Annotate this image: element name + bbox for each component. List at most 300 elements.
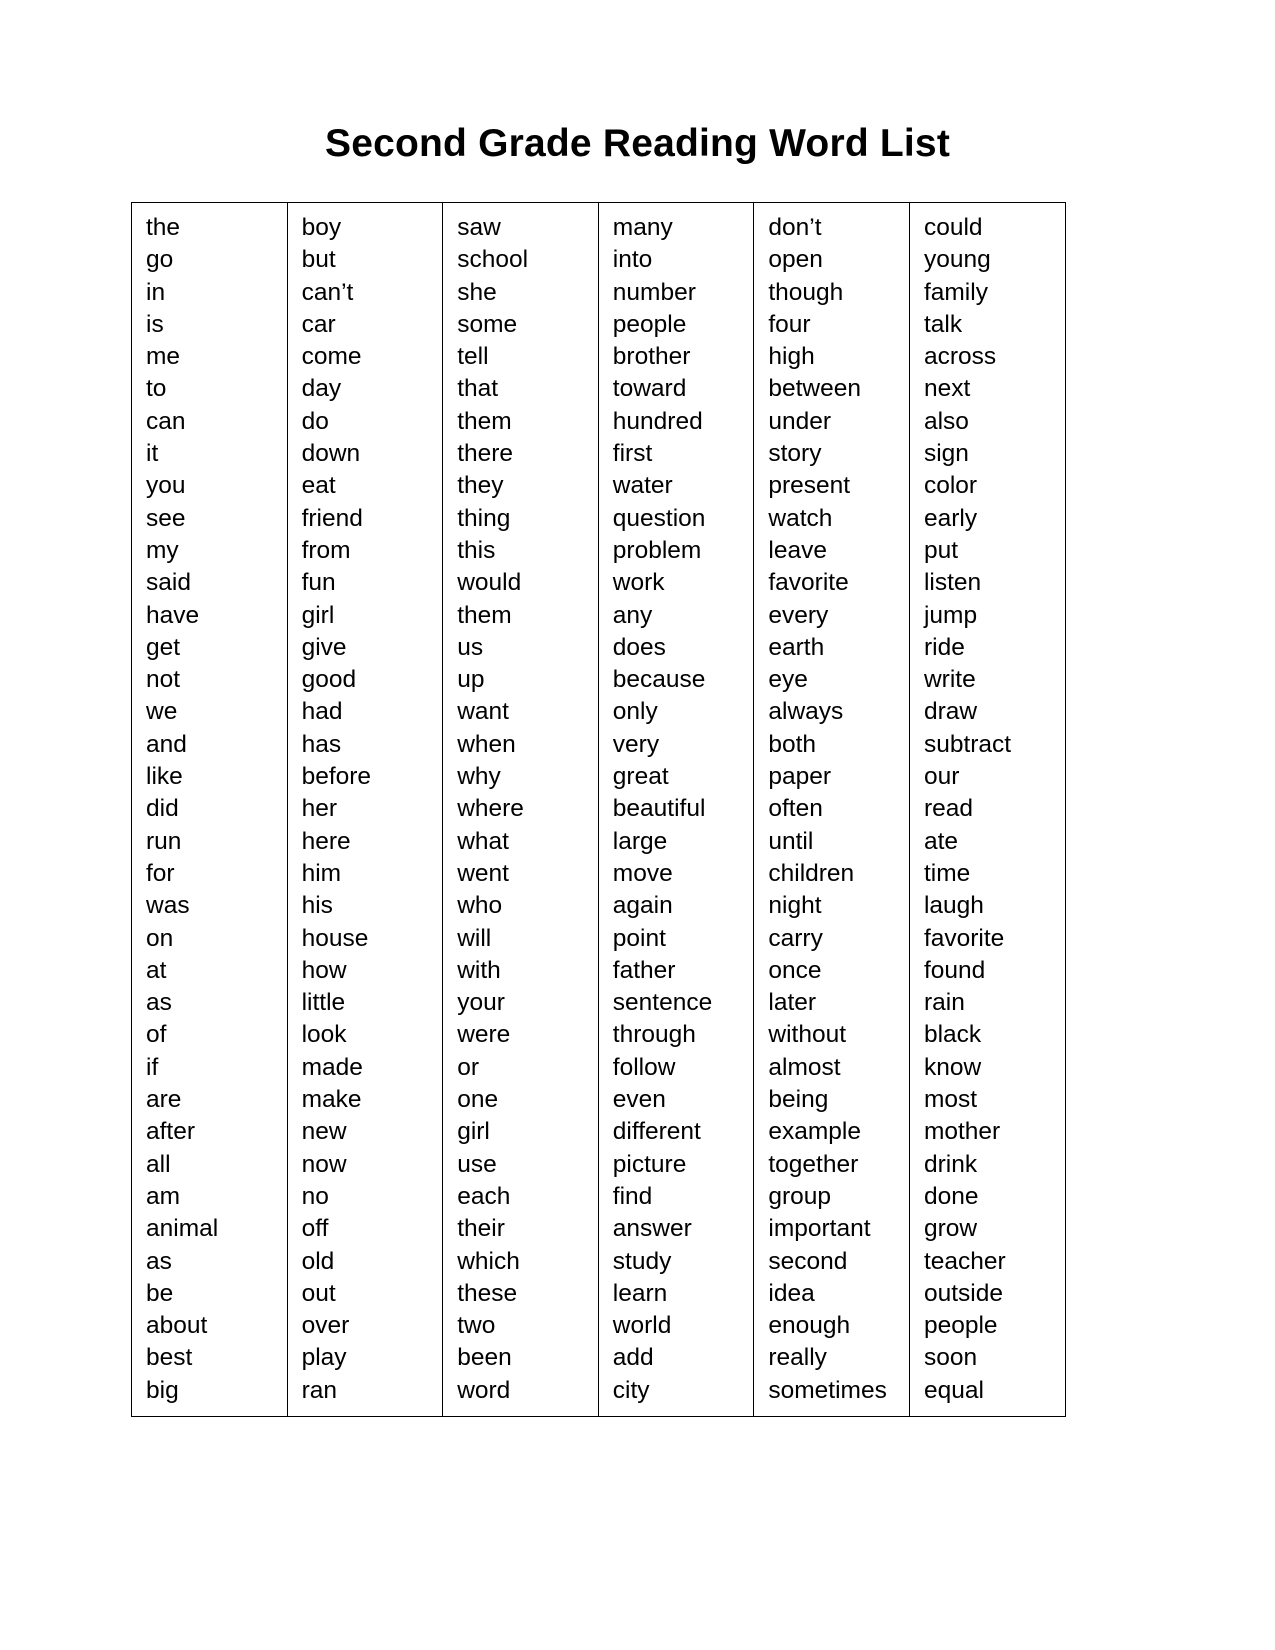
word-text: even [612, 1086, 666, 1114]
word-cell [443, 1019, 599, 1051]
word-cell [443, 406, 599, 438]
word-cell [132, 600, 288, 632]
word-cell [598, 341, 754, 373]
word-cell [598, 632, 754, 664]
word-text: under [768, 407, 832, 435]
word-cell [132, 1213, 288, 1245]
word-text: we [146, 698, 178, 726]
word-cell [287, 309, 443, 341]
word-text: favorite [923, 924, 1005, 952]
word-text: sentence [612, 989, 713, 1017]
word-text: him [301, 859, 342, 887]
word-cell [132, 923, 288, 955]
word-text: many [612, 214, 673, 241]
table-row [132, 535, 1066, 567]
word-text: said [146, 569, 191, 597]
word-text: and [146, 730, 187, 758]
word-cell [909, 567, 1065, 599]
word-cell [598, 761, 754, 793]
word-cell [754, 826, 910, 858]
word-cell [754, 858, 910, 890]
table-row [132, 729, 1066, 761]
table-row [132, 309, 1066, 341]
word-text: without [768, 1021, 847, 1049]
word-cell [754, 955, 910, 987]
word-cell [443, 923, 599, 955]
word-text: night [768, 892, 822, 920]
word-text: laugh [923, 892, 984, 920]
word-text: day [301, 375, 342, 403]
word-text: once [768, 956, 822, 984]
word-cell [132, 438, 288, 470]
word-cell [287, 858, 443, 890]
word-text: that [457, 375, 499, 403]
word-text: why [457, 763, 501, 791]
word-text: second [768, 1247, 848, 1275]
word-text: where [457, 795, 524, 823]
word-cell [909, 1310, 1065, 1342]
table-row [132, 373, 1066, 405]
word-cell [754, 1342, 910, 1374]
word-cell [754, 1213, 910, 1245]
word-cell [443, 1084, 599, 1116]
word-text: also [923, 407, 969, 435]
word-text: work [612, 569, 665, 597]
word-cell [287, 406, 443, 438]
word-text: would [457, 569, 522, 597]
word-cell [909, 923, 1065, 955]
word-cell [287, 890, 443, 922]
word-cell [754, 341, 910, 373]
word-cell [132, 664, 288, 696]
word-cell [443, 729, 599, 761]
table-row [132, 793, 1066, 825]
word-cell [132, 309, 288, 341]
word-text: play [301, 1344, 347, 1372]
word-text: boy [301, 214, 342, 241]
word-text: through [612, 1021, 696, 1049]
word-text: up [457, 666, 485, 694]
word-cell [598, 1052, 754, 1084]
word-text: follow [612, 1053, 676, 1081]
word-cell [598, 664, 754, 696]
word-text: made [301, 1053, 363, 1081]
word-cell [754, 1019, 910, 1051]
word-cell [132, 1052, 288, 1084]
word-text: there [457, 440, 514, 468]
word-text: color [923, 472, 978, 500]
word-text: good [301, 666, 357, 694]
word-text: not [146, 666, 181, 694]
word-cell [909, 729, 1065, 761]
word-text: some [457, 310, 518, 338]
table-row [132, 1342, 1066, 1374]
word-text: been [457, 1344, 512, 1372]
word-text: can [146, 407, 186, 435]
word-text: run [146, 827, 182, 855]
word-text: school [457, 246, 529, 274]
word-cell [598, 1181, 754, 1213]
word-cell [598, 535, 754, 567]
word-text: early [923, 504, 978, 532]
word-text: saw [457, 214, 501, 241]
word-text: black [923, 1021, 982, 1049]
word-text: ride [923, 633, 965, 661]
word-cell [909, 890, 1065, 922]
word-cell [132, 1375, 288, 1417]
word-cell [754, 664, 910, 696]
word-cell [132, 1149, 288, 1181]
table-row [132, 203, 1066, 245]
word-text: had [301, 698, 343, 726]
word-text: enough [768, 1312, 851, 1340]
word-text: your [457, 989, 505, 1017]
word-text: word [457, 1376, 511, 1404]
word-cell [754, 567, 910, 599]
word-text: later [768, 989, 817, 1017]
word-cell [132, 955, 288, 987]
word-text: paper [768, 763, 832, 791]
word-cell [287, 1084, 443, 1116]
word-cell [909, 1342, 1065, 1374]
word-cell [754, 632, 910, 664]
word-text: them [457, 407, 512, 435]
word-text: four [768, 310, 811, 338]
word-text: open [768, 246, 823, 274]
word-cell [443, 341, 599, 373]
word-text: watch [768, 504, 833, 532]
word-text: study [612, 1247, 672, 1275]
word-text: out [301, 1279, 336, 1307]
word-cell [909, 1213, 1065, 1245]
word-cell [909, 203, 1065, 245]
word-cell [287, 923, 443, 955]
word-cell [443, 664, 599, 696]
word-text: very [612, 730, 660, 758]
word-cell [909, 1246, 1065, 1278]
word-cell [287, 955, 443, 987]
word-cell [754, 309, 910, 341]
word-cell [443, 503, 599, 535]
word-text: or [457, 1053, 479, 1081]
word-text: time [923, 859, 971, 887]
word-text: though [768, 278, 844, 306]
word-text: answer [612, 1215, 692, 1243]
table-row [132, 1116, 1066, 1148]
word-list-table [131, 202, 1066, 1417]
word-cell [443, 632, 599, 664]
word-cell [443, 761, 599, 793]
word-cell [754, 1084, 910, 1116]
word-cell [443, 793, 599, 825]
word-text: one [457, 1086, 499, 1114]
word-cell [754, 1310, 910, 1342]
word-text: drink [923, 1150, 978, 1178]
word-cell [132, 987, 288, 1019]
word-text: did [146, 795, 179, 823]
word-cell [909, 664, 1065, 696]
word-text: grow [923, 1215, 978, 1243]
word-cell [287, 373, 443, 405]
word-text: old [301, 1247, 335, 1275]
table-row [132, 1181, 1066, 1213]
word-text: hundred [612, 407, 703, 435]
word-cell [287, 1149, 443, 1181]
word-cell [443, 203, 599, 245]
word-text: house [301, 924, 369, 952]
word-cell [598, 503, 754, 535]
word-text: being [768, 1086, 829, 1114]
word-cell [598, 244, 754, 276]
word-cell [598, 406, 754, 438]
word-text: high [768, 343, 815, 371]
table-row [132, 664, 1066, 696]
word-cell [598, 309, 754, 341]
word-text: story [768, 440, 822, 468]
word-cell [598, 1213, 754, 1245]
word-text: do [301, 407, 329, 435]
word-cell [909, 826, 1065, 858]
word-cell [909, 1116, 1065, 1148]
word-text: number [612, 278, 696, 306]
word-text: often [768, 795, 823, 823]
word-text: them [457, 601, 512, 629]
word-cell [909, 600, 1065, 632]
word-cell [443, 535, 599, 567]
word-text: how [301, 956, 347, 984]
word-cell [443, 1149, 599, 1181]
word-cell [287, 600, 443, 632]
word-cell [909, 793, 1065, 825]
word-text: my [146, 536, 179, 564]
word-cell [598, 729, 754, 761]
table-row [132, 438, 1066, 470]
word-text: friend [301, 504, 363, 532]
word-text: present [768, 472, 851, 500]
word-text: what [457, 827, 509, 855]
word-text: have [146, 601, 200, 629]
word-cell [443, 1116, 599, 1148]
table-row [132, 987, 1066, 1019]
table-row [132, 923, 1066, 955]
table-row [132, 1052, 1066, 1084]
word-cell [132, 406, 288, 438]
word-text: write [923, 666, 976, 694]
table-row [132, 826, 1066, 858]
word-text: best [146, 1344, 193, 1372]
word-text: for [146, 859, 175, 887]
word-cell [132, 1342, 288, 1374]
word-text: car [301, 310, 336, 338]
word-text: jump [923, 601, 978, 629]
word-cell [909, 309, 1065, 341]
word-text: but [301, 246, 336, 274]
word-text: go [146, 246, 174, 274]
word-cell [909, 987, 1065, 1019]
word-cell [598, 1149, 754, 1181]
word-text: here [301, 827, 351, 855]
word-cell [598, 567, 754, 599]
word-cell [287, 341, 443, 373]
word-cell [287, 470, 443, 502]
word-cell [909, 1149, 1065, 1181]
word-cell [132, 761, 288, 793]
word-text: move [612, 859, 673, 887]
table-row [132, 890, 1066, 922]
word-cell [443, 955, 599, 987]
word-text: found [923, 956, 986, 984]
word-text: down [301, 440, 361, 468]
word-text: this [457, 536, 496, 564]
word-cell [287, 244, 443, 276]
word-cell [287, 1375, 443, 1417]
word-text: who [457, 892, 503, 920]
word-text: know [923, 1053, 982, 1081]
word-cell [443, 309, 599, 341]
word-text: between [768, 375, 862, 403]
word-cell [754, 729, 910, 761]
table-row [132, 696, 1066, 728]
word-cell [287, 761, 443, 793]
word-cell [754, 373, 910, 405]
word-cell [132, 1084, 288, 1116]
word-text: next [923, 375, 971, 403]
word-text: like [146, 763, 183, 791]
word-text: his [301, 892, 333, 920]
word-text: us [457, 633, 484, 661]
word-text: be [146, 1279, 174, 1307]
word-text: no [301, 1182, 329, 1210]
word-text: you [146, 472, 186, 500]
word-cell [132, 567, 288, 599]
word-cell [132, 826, 288, 858]
word-text: because [612, 666, 706, 694]
word-cell [287, 1278, 443, 1310]
word-text: to [146, 375, 167, 403]
word-text: every [768, 601, 829, 629]
table-row [132, 277, 1066, 309]
word-cell [598, 1310, 754, 1342]
word-text: eat [301, 472, 336, 500]
word-cell [598, 1342, 754, 1374]
word-text: point [612, 924, 666, 952]
word-cell [754, 1149, 910, 1181]
table-row [132, 1375, 1066, 1417]
word-cell [598, 438, 754, 470]
word-text: animal [146, 1215, 219, 1243]
word-cell [754, 793, 910, 825]
word-cell [132, 729, 288, 761]
word-text: all [146, 1150, 171, 1178]
word-text: am [146, 1182, 181, 1210]
word-cell [443, 696, 599, 728]
word-cell [287, 1213, 443, 1245]
word-cell [598, 373, 754, 405]
word-cell [598, 890, 754, 922]
word-cell [132, 793, 288, 825]
word-text: sometimes [768, 1376, 887, 1404]
word-cell [443, 277, 599, 309]
word-cell [598, 923, 754, 955]
page-title: Second Grade Reading Word List [324, 122, 951, 166]
word-cell [443, 1213, 599, 1245]
word-cell [754, 600, 910, 632]
word-cell [754, 277, 910, 309]
word-text: eye [768, 666, 808, 694]
word-cell [287, 1116, 443, 1148]
word-text: ran [301, 1376, 338, 1404]
word-text: is [146, 310, 164, 338]
word-text: can’t [301, 278, 354, 306]
word-cell [754, 1246, 910, 1278]
word-cell [287, 1019, 443, 1051]
word-text: leave [768, 536, 827, 564]
word-text: great [612, 763, 669, 791]
word-text: city [612, 1376, 650, 1404]
word-text: me [146, 343, 181, 371]
word-cell [132, 632, 288, 664]
word-text: were [457, 1021, 511, 1049]
word-cell [754, 890, 910, 922]
word-text: problem [612, 536, 702, 564]
word-cell [443, 1375, 599, 1417]
word-cell [754, 438, 910, 470]
word-cell [287, 1342, 443, 1374]
word-cell [598, 826, 754, 858]
word-cell [754, 535, 910, 567]
word-text: almost [768, 1053, 841, 1081]
word-text: as [146, 989, 172, 1017]
table-row [132, 1149, 1066, 1181]
word-text: people [923, 1312, 998, 1340]
word-text: she [457, 278, 497, 306]
word-cell [287, 438, 443, 470]
word-cell [132, 503, 288, 535]
word-cell [598, 987, 754, 1019]
word-text: make [301, 1086, 362, 1114]
word-text: draw [923, 698, 978, 726]
word-cell [132, 1278, 288, 1310]
word-text: will [457, 924, 492, 952]
word-cell [132, 1116, 288, 1148]
table-row [132, 567, 1066, 599]
table-row [132, 503, 1066, 535]
word-text: water [612, 472, 673, 500]
word-cell [132, 1310, 288, 1342]
table-row [132, 1278, 1066, 1310]
word-cell [287, 1052, 443, 1084]
word-text: world [612, 1312, 672, 1340]
word-text: question [612, 504, 706, 532]
table-row [132, 858, 1066, 890]
word-text: different [612, 1118, 701, 1146]
word-cell [132, 1181, 288, 1213]
word-text: sign [923, 440, 969, 468]
word-text: always [768, 698, 844, 726]
word-text: toward [612, 375, 687, 403]
word-cell [443, 826, 599, 858]
word-cell [909, 955, 1065, 987]
word-cell [287, 503, 443, 535]
word-cell [443, 987, 599, 1019]
word-cell [598, 203, 754, 245]
word-text: from [301, 536, 351, 564]
word-cell [754, 987, 910, 1019]
word-text: group [768, 1182, 832, 1210]
word-cell [909, 535, 1065, 567]
word-cell [598, 955, 754, 987]
word-text: again [612, 892, 673, 920]
